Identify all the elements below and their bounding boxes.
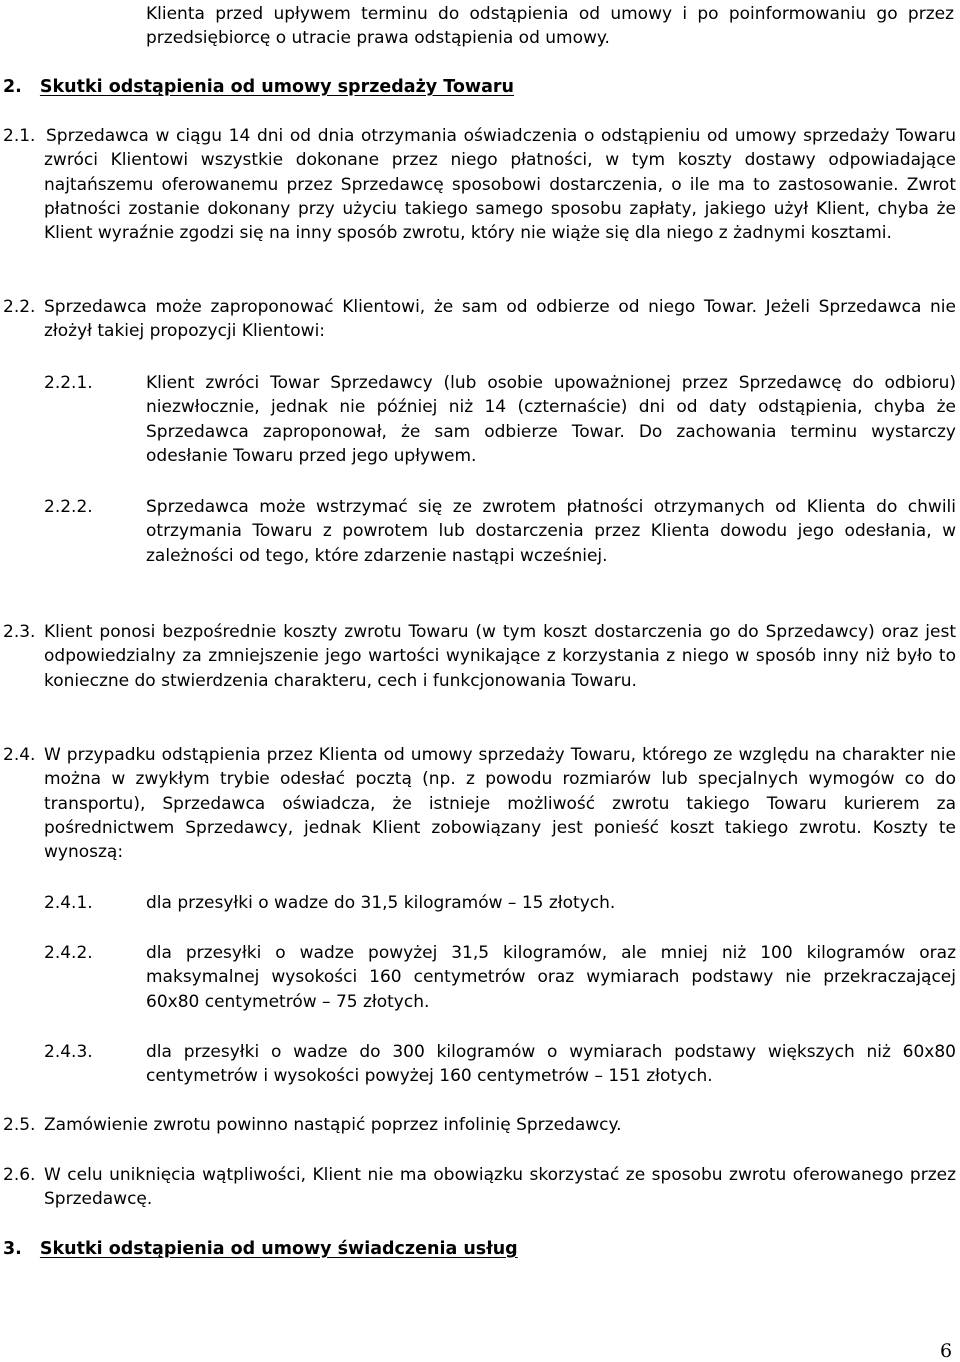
- section-3-title: Skutki odstąpienia od umowy świadczenia usług: [39, 1239, 518, 1259]
- page-number: 6: [940, 1340, 953, 1362]
- section-3-heading: [3, 1237, 518, 1261]
- clause-2-2-1-number: 2.2.1.: [44, 373, 93, 393]
- clause-2-4-3-number: 2.4.3.: [44, 1042, 93, 1062]
- section-2-heading: [3, 75, 514, 99]
- clause-2-2-number: 2.2.: [3, 297, 36, 317]
- clause-2-4-1-text: dla przesyłki o wadze do 31,5 kilogramów – 15 złotych.: [146, 893, 616, 913]
- clause-2-3-text: Klient ponosi bezpośrednie koszty zwrotu Towaru (w tym koszt dostarczenia go do Sprzedawcy) oraz jest odpowiedzialny za zmniejszenie jego wartości wynikające z korzystania z niego w sposób inny niż było to konieczne do stwierdzenia charakteru, cech i funkcjonowania Towaru.: [44, 622, 956, 691]
- clause-2-4-text: W przypadku odstąpienia przez Klienta od umowy sprzedaży Towaru, którego ze względu na charakter nie można w zwykłym trybie odesłać pocztą (np. z powodu rozmiarów lub specjalnych wymogów co do transportu), Sprzedawca oświadcza, że istnieje możliwość zwrotu takiego Towaru kurierem za pośrednictwem Sprzedawcy, jednak Klient zobowiązany jest ponieść koszt takiego zwrotu. Koszty te wynoszą:: [44, 745, 956, 863]
- clause-2-4-2-text: dla przesyłki o wadze powyżej 31,5 kilogramów, ale mniej niż 100 kilogramów oraz maksymalnej wysokości 160 centymetrów oraz wymiarach podstawy nie przekraczającej 60x80 centymetrów – 75 złotych.: [146, 943, 956, 1012]
- section-2-number: 2.: [3, 77, 22, 97]
- clause-2-4-1-number: 2.4.1.: [44, 893, 93, 913]
- clause-2-4-2-number: 2.4.2.: [44, 943, 93, 963]
- clause-2-6-text: W celu uniknięcia wątpliwości, Klient nie ma obowiązku skorzystać ze sposobu zwrotu oferowanego przez Sprzedawcę.: [44, 1165, 956, 1210]
- clause-2-2-2-number: 2.2.2.: [44, 497, 93, 517]
- clause-2-5-text: Zamówienie zwrotu powinno nastąpić poprzez infolinię Sprzedawcy.: [44, 1115, 622, 1135]
- clause-2-4-number: 2.4.: [3, 745, 36, 765]
- clause-2-2-text: Sprzedawca może zaproponować Klientowi, że sam od odbierze od niego Towar. Jeżeli Sprzedawca nie złożył takiej propozycji Klientowi:: [44, 297, 956, 342]
- clause-2-1-text: Sprzedawca w ciągu 14 dni od dnia otrzymania oświadczenia o odstąpieniu od umowy sprzedaży Towaru zwróci Klientowi wszystkie dokonane przez niego płatności, w tym koszty dostawy odpowiadające najtańszemu oferowanemu przez Sprzedawcę sposobowi dostarczenia, o ile ma to zastosowanie. Zwrot płatności zostanie dokonany przy użyciu takiego samego sposobu zapłaty, jakiego użył Klient, chyba że Klient wyraźnie zgodzi się na inny sposób zwrotu, który nie wiąże się dla niego z żadnymi kosztami.: [44, 126, 956, 244]
- clause-2-2-1-text: Klient zwróci Towar Sprzedawcy (lub osobie upoważnionej przez Sprzedawcę do odbioru) niezwłocznie, jednak nie później niż 14 (czternaście) dni od daty odstąpienia, chyba że Sprzedawca zaproponował, że sam odbierze Towar. Do zachowania terminu wystarczy odesłanie Towaru przed jego upływem.: [146, 373, 956, 466]
- clause-2-3-number: 2.3.: [3, 622, 36, 642]
- section-3-number: 3.: [3, 1239, 22, 1259]
- clause-2-5-number: 2.5.: [3, 1115, 36, 1135]
- clause-2-2-2-text: Sprzedawca może wstrzymać się ze zwrotem płatności otrzymanych od Klienta do chwili otrzymania Towaru z powrotem lub dostarczenia przez Klienta dowodu jego odesłania, w zależności od tego, które zdarzenie nastąpi wcześniej.: [146, 497, 956, 566]
- clause-2-1-number: 2.1.: [3, 126, 36, 146]
- clause-2-4-3-text: dla przesyłki o wadze do 300 kilogramów o wymiarach podstawy większych niż 60x80 centymetrów i wysokości powyżej 160 centymetrów – 151 złotych.: [146, 1042, 956, 1087]
- section-2-title: Skutki odstąpienia od umowy sprzedaży Towaru: [39, 77, 514, 97]
- clause-2-6-number: 2.6.: [3, 1165, 36, 1185]
- intro-paragraph: Klienta przed upływem terminu do odstąpienia od umowy i po poinformowaniu go przez przedsiębiorcę o utracie prawa odstąpienia od umowy.: [146, 4, 954, 49]
